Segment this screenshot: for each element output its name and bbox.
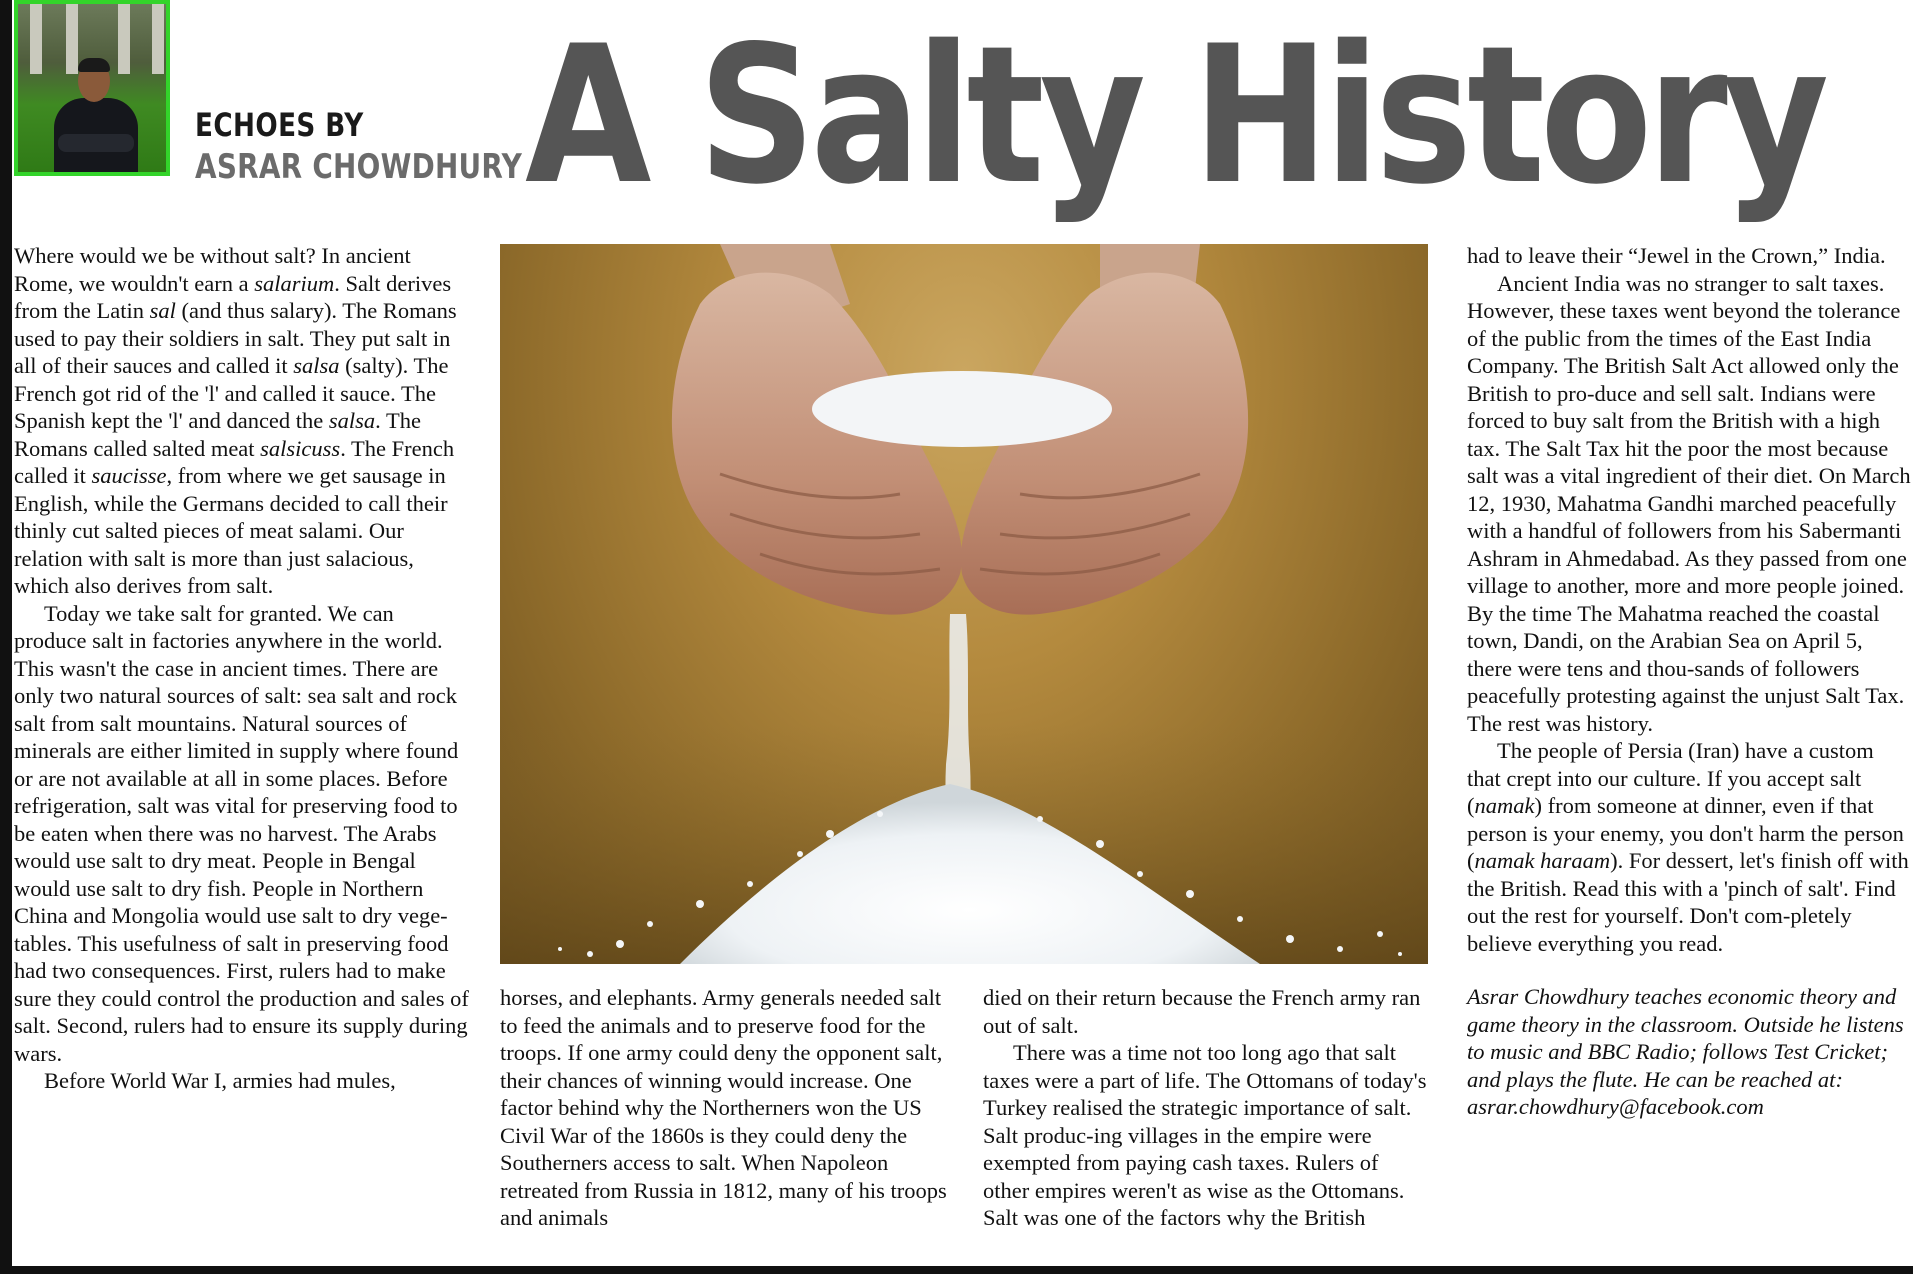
paragraph: Ancient India was no stranger to salt taxes. However, these taxes went beyond the tolerance of the public from the times of the East India Company. The British Salt Act allowed only the British to pro-duce and sell salt. Indians were forced to buy salt from the British with a high tax. The Salt Tax hit the poor the most because salt was a vital ingredient of their diet. On March 12, 1930, Mahatma Gandhi marched peacefully with a handful of followers from his Sabermanti Ashram in Ahmedabad. As they passed from one village to another, more and more people joined. By the time The Mahatma reached the coastal town, Dandi, on the Arabian Sea on April 5, there were tens and thou-sands of followers peacefully protesting against the unjust Salt Tax. The rest was history. [1467, 270, 1911, 736]
paragraph: Today we take salt for granted. We can produce salt in factories anywhere in the world. This wasn't the case in ancient times. There are only two natural sources of salt: sea salt and rock salt from salt mountains. Natural sources of minerals are either limited in supply where found or are not available at all in some places. Before refrigeration, salt was vital for preserving food to be eaten when there was no harvest. The Arabs would use salt to dry meat. People in Bengal would use salt to dry fish. People in Northern China and Mongolia would use salt to dry vege-tables. This usefulness of salt in preserving food had two consequences. First, rulers had to make sure they could control the production and sales of salt. Second, rulers had to ensure its supply during wars. [14, 600, 469, 1066]
text-run: ) from someone at dinner, even if that person is your enemy, you don't harm the person ( [1467, 793, 1904, 873]
italic-term: salsa [293, 353, 340, 378]
article-column-1 [14, 242, 469, 1095]
article-column-3 [983, 984, 1428, 1232]
author-hair [78, 58, 110, 72]
text-run: , from where we get sausage in English, while the Germans decided to call their thinly cut salted pieces of meat salami. Our relation with salt is more than just salacious, which also derives from salt. [14, 463, 448, 598]
background-tree [118, 4, 130, 74]
italic-term: salarium [254, 270, 335, 296]
paragraph [14, 242, 469, 600]
article-column-4 [1467, 242, 1913, 1121]
author-bio: Asrar Chowdhury teaches economic theory and game theory in the classroom. Outside he listens to music and BBC Radio; follows Test Cricket; and plays the flute. He can be reached at: asrar.chowdhury@facebook.com [1467, 984, 1904, 1119]
text-run: (salty). The French got rid of the 'l' and called it sauce. The Spanish kept the 'l' and danced the [14, 353, 449, 433]
paragraph: had to leave their “Jewel in the Crown,” India. [1467, 243, 1886, 268]
italic-term: saucisse [91, 463, 167, 488]
paragraph: horses, and elephants. Army generals needed salt to feed the animals and to preserve food for the troops. If one army could deny the opponent salt, their chances of winning would increase. One factor behind why the Northerners won the US Civil War of the 1860s is they could deny the Southerners access to salt. When Napoleon retreated from Russia in 1812, many of his troops and animals [500, 985, 947, 1230]
author-arms [58, 134, 134, 152]
headline: A Salty History [525, 5, 1824, 226]
paragraph: died on their return because the French army ran out of salt. [983, 985, 1421, 1038]
paragraph: Before World War I, armies had mules, [44, 1068, 396, 1093]
text-run: ). For dessert, let's finish off with the British. Read this with a 'pinch of salt'. Find out the rest for yourself. Don't com-pletely believe everything you read. [1467, 848, 1909, 956]
bottom-rule [0, 1266, 1913, 1274]
italic-term: salsa [328, 408, 376, 433]
author-portrait-icon [14, 0, 170, 176]
paragraph [1467, 737, 1913, 957]
salt-photo-illustration [500, 244, 1428, 964]
text-run: The people of Persia (Iran) have a custom that crept into our culture. If you accept salt ( [1467, 738, 1874, 818]
background-tree [152, 4, 164, 74]
background-tree [30, 4, 42, 74]
italic-term: salsicuss [260, 435, 341, 461]
text-run: . The French called it [14, 435, 455, 488]
background-tree [66, 4, 78, 74]
italic-term: namak [1474, 793, 1535, 818]
text-run: . Salt derives from the Latin [14, 270, 452, 323]
left-margin-rule [0, 0, 12, 1274]
text-run: Where would we be without salt? In ancient Rome, we wouldn't earn a [14, 243, 411, 296]
byline-column-name: ECHOES BY [195, 106, 364, 144]
text-run: . The Romans called salted meat [14, 408, 421, 461]
paragraph: There was a time not too long ago that salt taxes were a part of life. The Ottomans of today's Turkey realised the strategic importance of salt. Salt produc-ing villages in the empire were exempted from paying cash taxes. Rulers of other empires weren't as wise as the Ottomans. Salt was one of the factors why the British [983, 1040, 1427, 1230]
italic-term: namak haraam [1474, 848, 1611, 873]
byline-author-name: ASRAR CHOWDHURY [195, 147, 523, 187]
article-column-2 [500, 984, 950, 1232]
salt-in-palms [812, 371, 1112, 447]
text-run: (and thus salary). The Romans used to pay their soldiers in salt. They put salt in all of their sauces and called it [14, 298, 457, 378]
italic-term: sal [149, 298, 176, 323]
hands-pouring-salt-icon [500, 244, 1428, 964]
